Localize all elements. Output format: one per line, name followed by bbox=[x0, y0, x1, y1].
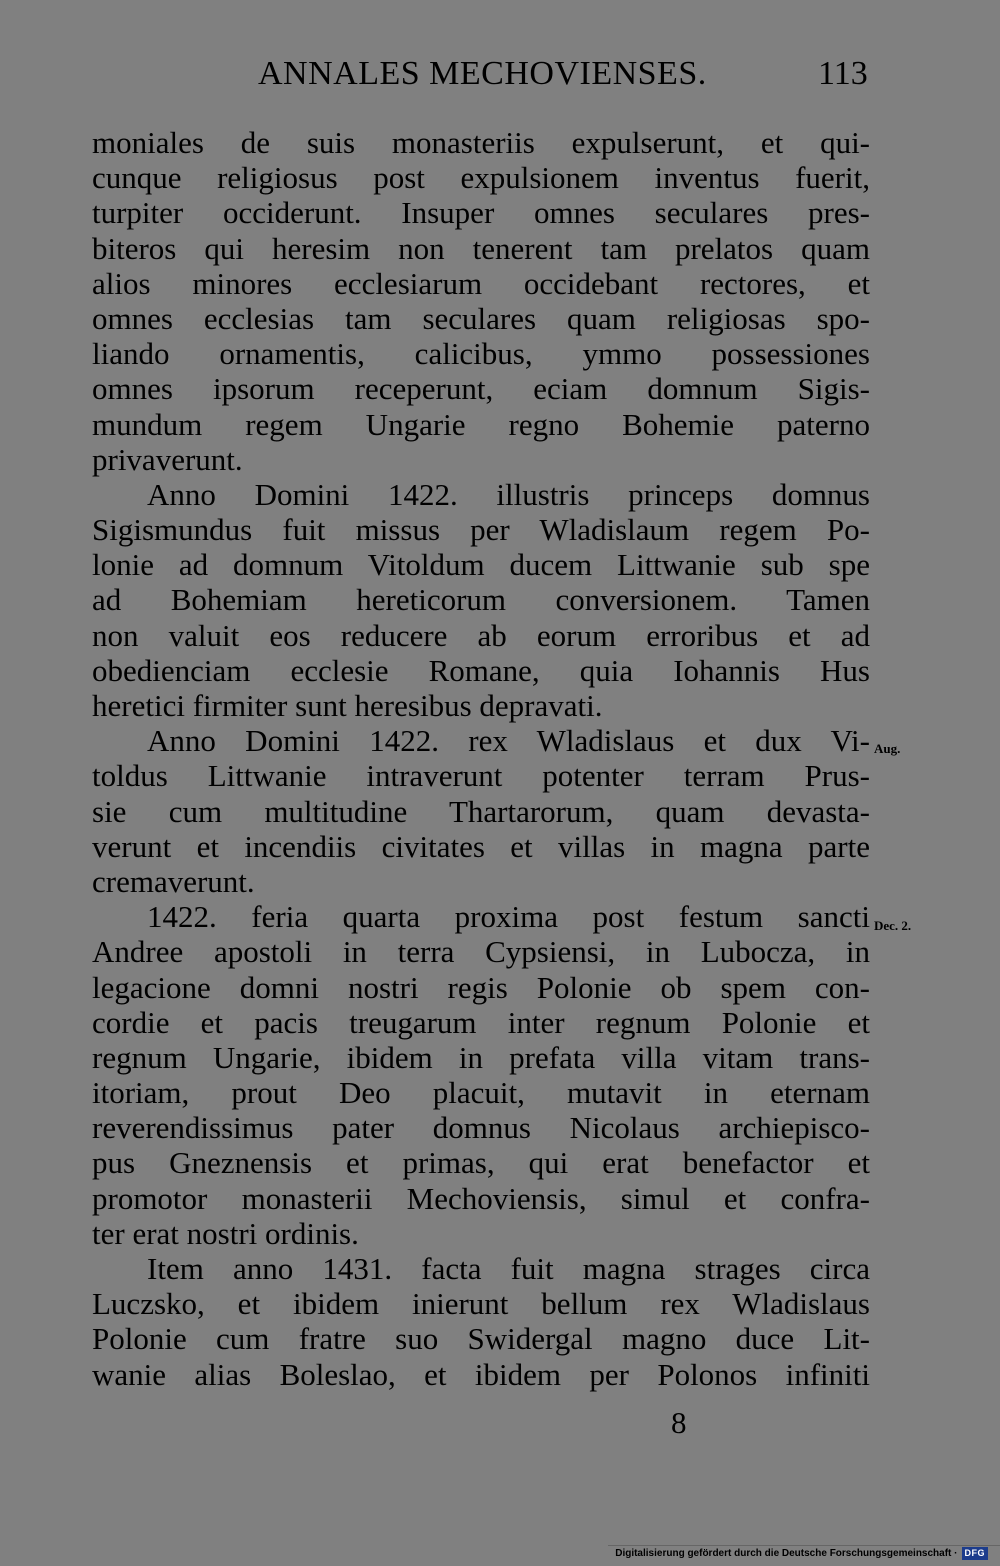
text-line: lonie ad domnum Vitoldum ducem Littwanie sub spe bbox=[92, 547, 870, 583]
text-line: cordie et pacis treugarum inter regnum Polonie et bbox=[92, 1004, 870, 1040]
paragraph-start-line: Anno Domini 1422. rex Wladislaus et dux Vi- bbox=[147, 723, 870, 759]
text-line: biteros qui heresim non tenerent tam prelatos quam bbox=[92, 230, 870, 266]
text-line: pus Gneznensis et primas, qui erat benefactor et bbox=[92, 1145, 870, 1181]
body-text bbox=[92, 125, 870, 1392]
page-number: 113 bbox=[818, 55, 868, 92]
signature-mark: 8 bbox=[671, 1405, 687, 1440]
text-line: Sigismundus fuit missus per Wladislaum regem Po- bbox=[92, 512, 870, 548]
text-line: Polonie cum fratre suo Swidergal magno duce Lit- bbox=[92, 1321, 870, 1357]
text-line: omnes ipsorum receperunt, eciam domnum Sigis- bbox=[92, 371, 870, 407]
text-line: Luczsko, et ibidem inierunt bellum rex Wladislaus bbox=[92, 1286, 870, 1322]
footer-divider bbox=[608, 1545, 1000, 1546]
text-line: toldus Littwanie intraverunt potenter terram Prus- bbox=[92, 758, 870, 794]
text-line: itoriam, prout Deo placuit, mutavit in eternam bbox=[92, 1075, 870, 1111]
text-line: ad Bohemiam hereticorum conversionem. Tamen bbox=[92, 582, 870, 618]
text-line: turpiter occiderunt. Insuper omnes seculares pres- bbox=[92, 195, 870, 231]
text-line: ter erat nostri ordinis. bbox=[92, 1215, 359, 1251]
page-header bbox=[0, 52, 1000, 96]
text-line: wanie alias Boleslao, et ibidem per Polonos infiniti bbox=[92, 1356, 870, 1392]
margin-note-dec: Dec. 2. bbox=[874, 918, 912, 933]
text-line: cunque religiosus post expulsionem inventus fuerit, bbox=[92, 160, 870, 196]
margin-note-aug: Aug. bbox=[874, 741, 901, 756]
paragraph-start-line: Item anno 1431. facta fuit magna strages circa bbox=[147, 1251, 870, 1286]
text-line: reverendissimus pater domnus Nicolaus archiepisco- bbox=[92, 1110, 870, 1146]
text-line: privaverunt. bbox=[92, 441, 243, 477]
text-line: regnum Ungarie, ibidem in prefata villa vitam trans- bbox=[92, 1039, 870, 1075]
text-line: obedienciam ecclesie Romane, quia Iohannis Hus bbox=[92, 652, 870, 688]
text-line: liando ornamentis, calicibus, ymmo possessiones bbox=[92, 336, 870, 372]
text-line: legacione domni nostri regis Polonie ob spem con- bbox=[92, 969, 870, 1005]
text-line: promotor monasterii Mechoviensis, simul et confra- bbox=[92, 1180, 870, 1216]
text-line: Andree apostoli in terra Cypsiensi, in Lubocza, in bbox=[92, 934, 870, 970]
paragraph-start-line: 1422. feria quarta proxima post festum sancti bbox=[147, 899, 870, 935]
running-title: ANNALES MECHOVIENSES. bbox=[258, 55, 707, 92]
text-line: non valuit eos reducere ab eorum erroribus et ad bbox=[92, 617, 870, 653]
footer-credit: Digitalisierung gefördert durch die Deutsche Forschungsgemeinschaft · bbox=[615, 1548, 958, 1559]
text-line: alios minores ecclesiarum occidebant rectores, et bbox=[92, 265, 870, 301]
text-line: mundum regem Ungarie regno Bohemie paterno bbox=[92, 406, 870, 442]
text-line: moniales de suis monasteriis expulserunt, et qui- bbox=[92, 125, 870, 160]
paragraph-start-line: Anno Domini 1422. illustris princeps domnus bbox=[147, 476, 870, 512]
text-line: sie cum multitudine Thartarorum, quam devasta- bbox=[92, 793, 870, 829]
text-line: verunt et incendiis civitates et villas in magna parte bbox=[92, 828, 870, 864]
text-line: heretici firmiter sunt heresibus depravati. bbox=[92, 688, 603, 723]
text-line: omnes ecclesias tam seculares quam religiosas spo- bbox=[92, 300, 870, 336]
text-line: cremaverunt. bbox=[92, 863, 255, 899]
footer bbox=[615, 1547, 988, 1560]
dfg-logo-icon: DFG bbox=[962, 1547, 989, 1560]
